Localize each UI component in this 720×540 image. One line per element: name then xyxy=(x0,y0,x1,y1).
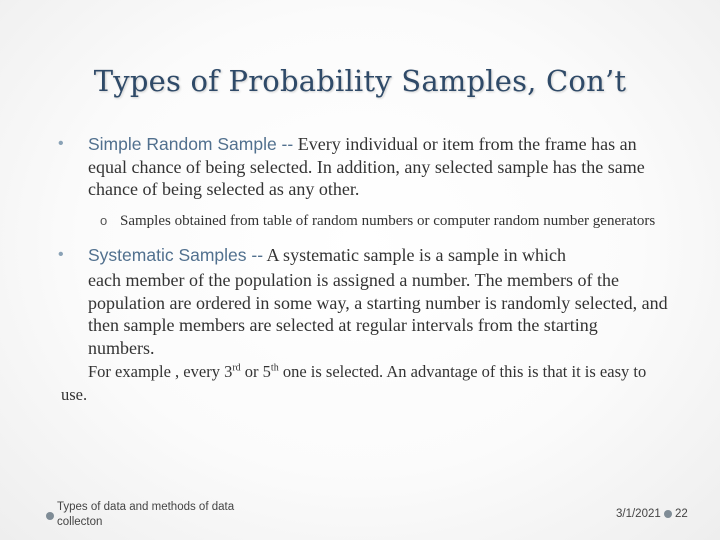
footer-dot-left-icon xyxy=(46,512,54,520)
bullet-marker: • xyxy=(58,135,64,152)
example-paragraph xyxy=(58,361,668,406)
example-text-b: or 5 xyxy=(240,362,271,381)
example-text-c: one is selected. An advantage of this is that it is easy to use. xyxy=(61,362,647,404)
superscript-rd: rd xyxy=(232,362,241,374)
bullet-text-rest: each member of the population is assigned a number. The members of the population are ordered in some way, a starting number is randomly selected, and then sample members are selected at regular intervals from the starting numbers. xyxy=(88,270,668,358)
bullet-text: Every individual or item from the frame has an equal chance of being selected. In addition, any selected sample has the same chance of being selected as any other. xyxy=(88,134,645,199)
bullet-lead: Simple Random Sample -- xyxy=(88,134,294,154)
sub-bullet-text: Samples obtained from table of random numbers or computer random number generators xyxy=(120,212,656,229)
sub-bullet-random-numbers xyxy=(100,211,660,231)
sub-bullet-marker: o xyxy=(100,212,108,228)
bullet-marker: • xyxy=(58,245,64,263)
footer-dot-right-icon xyxy=(664,510,672,518)
bullet-simple-random xyxy=(58,133,668,201)
superscript-th: th xyxy=(270,362,279,374)
footer-page-number: 22 xyxy=(675,508,688,520)
bullet-systematic xyxy=(58,244,668,407)
bullet-text-first-line: A systematic sample is a sample in which xyxy=(263,244,566,265)
footer-date: 3/1/2021 xyxy=(616,508,661,520)
bullet-lead: Systematic Samples -- xyxy=(88,244,264,265)
slide-title: Types of Probability Samples, Con’t xyxy=(93,64,627,98)
slide-content xyxy=(58,133,668,406)
footer-source: Types of data and methods of data collecton xyxy=(57,501,235,528)
example-text-a: For example , every 3 xyxy=(88,362,233,381)
